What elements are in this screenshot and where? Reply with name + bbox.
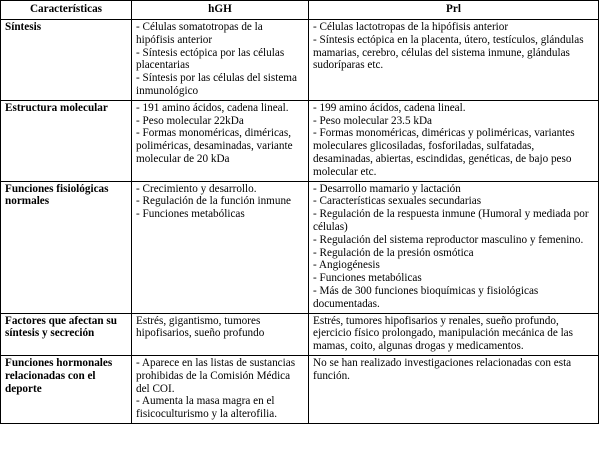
hgh-cell-line: - 191 amino ácidos, cadena lineal.: [136, 101, 289, 114]
hgh-cell: [132, 20, 309, 101]
header-hgh: hGH: [132, 1, 309, 20]
prl-cell-line: - Desarrollo mamario y lactación: [313, 182, 461, 195]
prl-cell: [309, 100, 599, 181]
prl-cell-line: - Células lactotropas de la hipófisis anterior: [313, 21, 509, 33]
table-row: [1, 20, 599, 101]
prl-cell-line: - Peso molecular 23.5 kDa: [313, 114, 432, 127]
header-prl: Prl: [309, 1, 599, 20]
prl-cell-line: - 199 amino ácidos, cadena lineal.: [313, 101, 466, 114]
prl-cell: [309, 355, 599, 423]
hgh-cell: [132, 355, 309, 423]
prl-cell-line: - Más de 300 funciones bioquímicas y fisiológicas documentadas.: [313, 284, 539, 310]
hgh-cell-line: - Peso molecular 22kDa: [136, 114, 244, 127]
hgh-cell-line: - Células somatotropas de la hipófisis anterior: [136, 21, 263, 46]
prl-cell-line: - Angiogénesis: [313, 259, 380, 272]
hgh-cell-line: - Formas monoméricas, diméricas, poliméricas, desaminadas, variante molecular de 20 kDa: [136, 127, 293, 165]
prl-cell-line: Estrés, tumores hipofisarios y renales, sueño profundo, ejercicio físico prolongado, manipulación mecánica de las mamas, coito, algunas drogas y medicamentos.: [313, 314, 574, 353]
table-row: [1, 355, 599, 423]
hgh-cell: [132, 313, 309, 355]
hgh-cell-line: Estrés, gigantismo, tumores hipofisarios, sueño profundo: [136, 314, 265, 340]
hgh-cell-line: - Síntesis ectópica por las células placentarias: [136, 46, 285, 72]
table-row: [1, 313, 599, 355]
row-label: Síntesis: [1, 20, 132, 101]
hgh-cell: [132, 100, 309, 181]
row-label: Funciones fisiológicas normales: [1, 181, 132, 313]
row-label: Estructura molecular: [1, 100, 132, 181]
hgh-cell-line: - Aumenta la masa magra en el fisicoculturismo y la alterofilia.: [136, 395, 278, 421]
hgh-cell-line: - Aparece en las listas de sustancias prohibidas de la Comisión Médica del COI.: [136, 356, 296, 395]
prl-cell-line: - Características sexuales secundarias: [313, 195, 482, 208]
row-label: Funciones hormonales relacionadas con el deporte: [1, 355, 132, 423]
prl-cell-line: - Regulación del sistema reproductor masculino y femenino.: [313, 233, 584, 246]
prl-cell: [309, 313, 599, 355]
prl-cell-line: - Regulación de la presión osmótica: [313, 246, 474, 259]
prl-cell-line: - Regulación de la respuesta inmune (Humoral y mediada por células): [313, 208, 589, 233]
table-row: [1, 181, 599, 313]
table-row: [1, 100, 599, 181]
hgh-cell-line: - Funciones metabólicas: [136, 208, 245, 221]
prl-cell: [309, 181, 599, 313]
hgh-cell-line: - Crecimiento y desarrollo.: [136, 182, 257, 195]
prl-cell-line: - Funciones metabólicas: [313, 272, 422, 285]
prl-cell-line: - Síntesis ectópica en la placenta, útero, testículos, glándulas mamarias, cerebro, células del sistema inmune, glándulas sudoríparas etc.: [313, 33, 584, 72]
prl-cell-line: - Formas monoméricas, diméricas y poliméricas, variantes moleculares glicosiladas, fosforiladas, sulfatadas, desaminadas, abiertas, escindidas, genéticas, de bajo peso molecular etc.: [313, 127, 575, 178]
row-label: Factores que afectan su síntesis y secreción: [1, 313, 132, 355]
hgh-cell-line: - Síntesis por las células del sistema inmunológico: [136, 72, 297, 97]
prl-cell-line: No se han realizado investigaciones relacionadas con esta función.: [313, 356, 572, 382]
hgh-cell-line: - Regulación de la función inmune: [136, 195, 292, 208]
table-header-row: [1, 1, 599, 20]
hgh-cell: [132, 181, 309, 313]
prl-cell: [309, 20, 599, 101]
header-characteristics: Características: [1, 1, 132, 20]
